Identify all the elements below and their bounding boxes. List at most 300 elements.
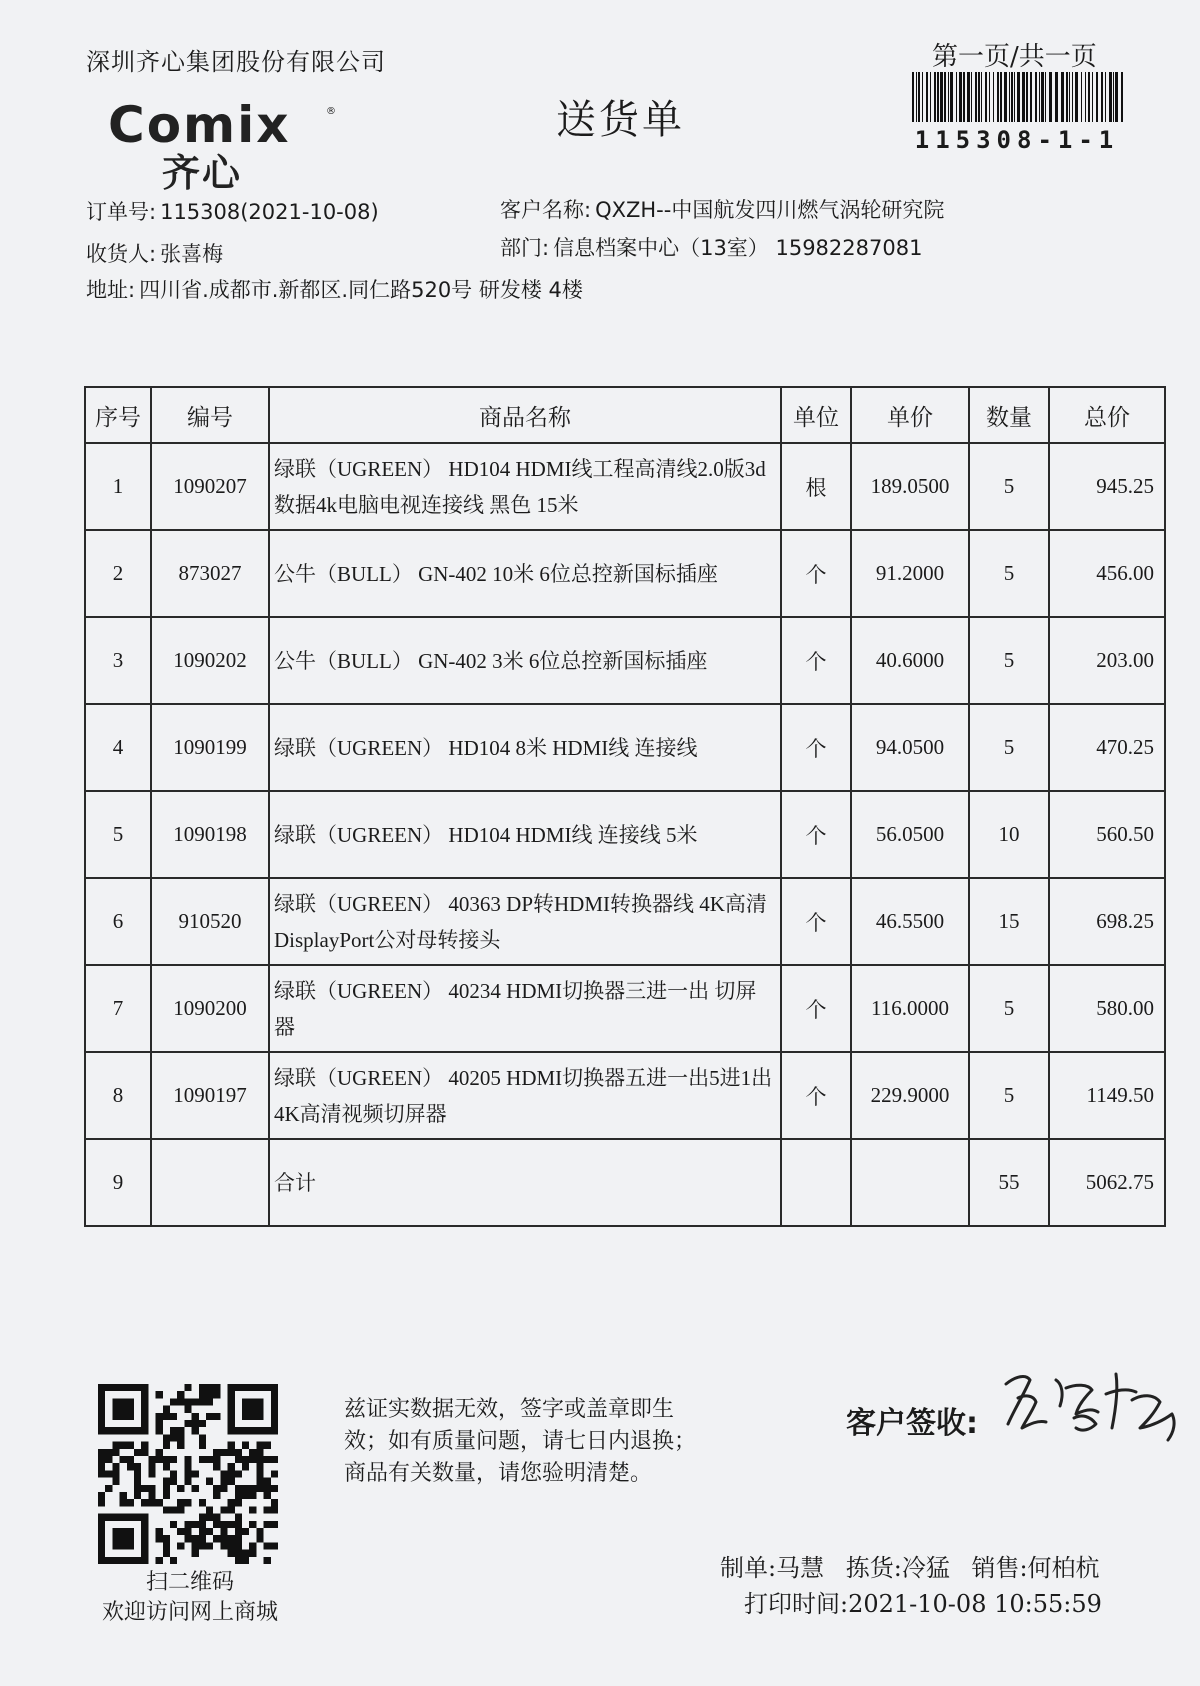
qr-module xyxy=(148,1485,155,1492)
qr-module xyxy=(134,1384,141,1391)
table-row xyxy=(85,704,1165,791)
page-info: 第一页/共一页 xyxy=(932,42,1097,72)
notice-line-1: 兹证实数据无效，签字或盖章即生 xyxy=(344,1397,675,1422)
row-unit: 个 xyxy=(781,878,851,965)
barcode-bar xyxy=(1088,72,1090,122)
table-row xyxy=(85,1052,1165,1139)
qr-module xyxy=(192,1535,199,1542)
qr-module xyxy=(271,1420,278,1427)
qr-module xyxy=(192,1485,199,1492)
qr-module xyxy=(271,1384,278,1391)
address-label: 地址: xyxy=(86,278,136,302)
order-number xyxy=(86,196,379,226)
row-unit: 个 xyxy=(781,1052,851,1139)
qr-module xyxy=(141,1427,148,1434)
qr-module xyxy=(163,1478,170,1485)
barcode-bar xyxy=(1101,72,1103,122)
qr-module xyxy=(264,1506,271,1513)
logo-text-en: Comix xyxy=(108,96,291,154)
qr-module xyxy=(256,1442,263,1449)
qr-module xyxy=(271,1542,278,1549)
qr-module xyxy=(170,1506,177,1513)
barcode-bar xyxy=(1004,72,1007,122)
qr-module xyxy=(249,1506,256,1513)
qr-module xyxy=(98,1542,105,1549)
barcode-bar xyxy=(1035,72,1037,122)
barcode-bar xyxy=(971,72,972,122)
row-unit-price: 229.9000 xyxy=(851,1052,969,1139)
qr-module xyxy=(127,1413,134,1420)
qr-module xyxy=(235,1542,242,1549)
qr-module xyxy=(235,1550,242,1557)
header-code: 编号 xyxy=(151,387,269,443)
qr-module xyxy=(184,1478,191,1485)
qr-module xyxy=(98,1514,105,1521)
qr-module xyxy=(235,1427,242,1434)
qr-module xyxy=(141,1550,148,1557)
qr-module xyxy=(98,1427,105,1434)
table-total-row xyxy=(85,1139,1165,1226)
qr-module xyxy=(199,1442,206,1449)
qr-module xyxy=(112,1557,119,1564)
handwritten-signature xyxy=(996,1354,1186,1450)
barcode-bar xyxy=(1000,72,1002,122)
qr-module xyxy=(271,1391,278,1398)
qr-module xyxy=(249,1456,256,1463)
row-total: 470.25 xyxy=(1049,704,1165,791)
row-unit-price xyxy=(851,1139,969,1226)
barcode-bar xyxy=(1017,72,1020,122)
row-unit-price: 46.5500 xyxy=(851,878,969,965)
qr-module xyxy=(271,1456,278,1463)
qr-module xyxy=(98,1449,105,1456)
qr-module xyxy=(177,1398,184,1405)
row-total: 945.25 xyxy=(1049,443,1165,530)
notice-line-2: 效；如有质量问题，请七日内退换； xyxy=(344,1429,697,1454)
qr-module xyxy=(206,1384,213,1391)
qr-module xyxy=(192,1521,199,1528)
table-header-row xyxy=(85,387,1165,443)
qr-module xyxy=(199,1434,206,1441)
qr-module xyxy=(163,1442,170,1449)
barcode-bar xyxy=(1115,72,1118,122)
qr-module xyxy=(98,1420,105,1427)
qr-module xyxy=(213,1456,220,1463)
qr-module xyxy=(213,1449,220,1456)
qr-module xyxy=(256,1406,263,1413)
barcode-bar xyxy=(981,72,982,122)
qr-module xyxy=(184,1384,191,1391)
qr-module xyxy=(134,1485,141,1492)
qr-module xyxy=(213,1391,220,1398)
qr-module xyxy=(98,1470,105,1477)
row-product-name: 绿联（UGREEN） 40363 DP转HDMI转换器线 4K高清DisplayPort公对母转接头 xyxy=(269,878,781,965)
row-unit-price: 91.2000 xyxy=(851,530,969,617)
qr-module xyxy=(120,1557,127,1564)
barcode-bar xyxy=(937,72,939,122)
barcode-bar xyxy=(934,72,936,122)
qr-module xyxy=(112,1442,119,1449)
qr-module xyxy=(249,1485,256,1492)
header-seq: 序号 xyxy=(85,387,151,443)
qr-module xyxy=(134,1470,141,1477)
qr-module xyxy=(271,1398,278,1405)
qr-module xyxy=(256,1485,263,1492)
qr-module xyxy=(271,1406,278,1413)
qr-module xyxy=(199,1398,206,1405)
row-unit: 个 xyxy=(781,791,851,878)
qr-module xyxy=(170,1413,177,1420)
qr-module xyxy=(156,1456,163,1463)
qr-module xyxy=(184,1406,191,1413)
row-code: 1090200 xyxy=(151,965,269,1052)
qr-module xyxy=(192,1542,199,1549)
qr-module xyxy=(134,1463,141,1470)
qr-module xyxy=(220,1542,227,1549)
qr-module xyxy=(141,1449,148,1456)
barcode-bar xyxy=(1066,72,1068,122)
customer-sign-label: 客户签收: xyxy=(846,1406,978,1441)
qr-module xyxy=(184,1398,191,1405)
barcode-bar xyxy=(1109,72,1112,122)
qr-module xyxy=(242,1413,249,1420)
qr-module xyxy=(127,1456,134,1463)
qr-module xyxy=(120,1499,127,1506)
qr-module xyxy=(98,1456,105,1463)
qr-module xyxy=(112,1463,119,1470)
row-unit: 个 xyxy=(781,965,851,1052)
qr-module xyxy=(148,1499,155,1506)
qr-module xyxy=(177,1434,184,1441)
address-value: 四川省.成都市.新都区.同仁路520号 研发楼 4楼 xyxy=(139,278,583,302)
qr-module xyxy=(242,1456,249,1463)
qr-module xyxy=(98,1557,105,1564)
qr-module xyxy=(127,1557,134,1564)
qr-module xyxy=(256,1413,263,1420)
qr-module xyxy=(213,1485,220,1492)
qr-module xyxy=(235,1456,242,1463)
qr-module xyxy=(98,1499,105,1506)
qr-module xyxy=(163,1506,170,1513)
qr-module xyxy=(206,1413,213,1420)
barcode-bar xyxy=(1009,72,1010,122)
qr-module xyxy=(98,1535,105,1542)
qr-module xyxy=(199,1542,206,1549)
qr-module xyxy=(177,1485,184,1492)
goods-table xyxy=(84,386,1166,1227)
qr-module xyxy=(163,1434,170,1441)
qr-module xyxy=(192,1413,199,1420)
qr-module xyxy=(228,1478,235,1485)
barcode-bar xyxy=(1113,72,1114,122)
qr-module xyxy=(199,1514,206,1521)
qr-module xyxy=(206,1528,213,1535)
row-unit-price: 116.0000 xyxy=(851,965,969,1052)
row-seq: 1 xyxy=(85,443,151,530)
barcode-bar xyxy=(1081,72,1082,122)
qr-module xyxy=(242,1492,249,1499)
qr-module xyxy=(141,1485,148,1492)
qr-module xyxy=(134,1449,141,1456)
qr-module xyxy=(206,1391,213,1398)
barcode-bar xyxy=(959,72,962,122)
row-unit: 个 xyxy=(781,530,851,617)
qr-module xyxy=(163,1535,170,1542)
row-code: 1090199 xyxy=(151,704,269,791)
qr-module xyxy=(134,1557,141,1564)
row-seq: 9 xyxy=(85,1139,151,1226)
row-total: 560.50 xyxy=(1049,791,1165,878)
qr-module xyxy=(184,1521,191,1528)
qr-module xyxy=(177,1427,184,1434)
qr-module xyxy=(177,1442,184,1449)
row-seq: 3 xyxy=(85,617,151,704)
maker: 制单:马慧 xyxy=(720,1554,825,1582)
qr-module xyxy=(264,1485,271,1492)
order-number-value: 115308(2021-10-08) xyxy=(160,200,379,224)
qr-module xyxy=(192,1398,199,1405)
qr-module xyxy=(141,1542,148,1549)
qr-module xyxy=(170,1398,177,1405)
qr-module xyxy=(228,1550,235,1557)
qr-module xyxy=(163,1456,170,1463)
receiver-value: 张喜梅 xyxy=(160,242,224,266)
order-number-label: 订单号: xyxy=(86,200,157,224)
row-quantity: 15 xyxy=(969,878,1049,965)
qr-module xyxy=(105,1449,112,1456)
qr-module xyxy=(256,1478,263,1485)
row-seq: 5 xyxy=(85,791,151,878)
qr-module xyxy=(184,1535,191,1542)
qr-module xyxy=(98,1384,105,1391)
barcode-bar xyxy=(989,72,990,122)
barcode-bar xyxy=(1039,72,1040,122)
qr-module xyxy=(105,1557,112,1564)
qr-module xyxy=(120,1492,127,1499)
qr-module xyxy=(206,1398,213,1405)
qr-module xyxy=(127,1442,134,1449)
qr-module xyxy=(228,1542,235,1549)
qr-module xyxy=(192,1550,199,1557)
row-unit: 个 xyxy=(781,704,851,791)
row-seq: 2 xyxy=(85,530,151,617)
qr-module xyxy=(141,1521,148,1528)
row-unit: 个 xyxy=(781,617,851,704)
qr-module xyxy=(98,1406,105,1413)
qr-module xyxy=(163,1406,170,1413)
qr-module xyxy=(170,1470,177,1477)
row-quantity: 55 xyxy=(969,1139,1049,1226)
qr-module xyxy=(271,1485,278,1492)
qr-module xyxy=(105,1427,112,1434)
qr-module xyxy=(120,1427,127,1434)
barcode-bar xyxy=(918,72,920,122)
qr-module xyxy=(156,1391,163,1398)
qr-module xyxy=(170,1521,177,1528)
row-quantity: 5 xyxy=(969,1052,1049,1139)
qr-module xyxy=(184,1456,191,1463)
qr-module xyxy=(242,1384,249,1391)
qr-module xyxy=(127,1406,134,1413)
qr-module xyxy=(249,1406,256,1413)
qr-module xyxy=(184,1470,191,1477)
qr-module xyxy=(98,1413,105,1420)
row-seq: 7 xyxy=(85,965,151,1052)
qr-module xyxy=(184,1499,191,1506)
qr-module xyxy=(127,1542,134,1549)
table-row xyxy=(85,617,1165,704)
barcode-bar xyxy=(1069,72,1070,122)
barcode-bar xyxy=(1121,72,1123,122)
qr-module xyxy=(98,1528,105,1535)
qr-module xyxy=(120,1442,127,1449)
qr-module xyxy=(98,1398,105,1405)
qr-module xyxy=(213,1535,220,1542)
qr-module xyxy=(127,1499,134,1506)
qr-module xyxy=(120,1384,127,1391)
barcode-bar xyxy=(926,72,928,122)
department-value: 信息档案中心（13室） 15982287081 xyxy=(553,236,923,260)
qr-module xyxy=(112,1384,119,1391)
row-quantity: 10 xyxy=(969,791,1049,878)
qr-module xyxy=(220,1535,227,1542)
qr-module xyxy=(163,1492,170,1499)
qr-module xyxy=(120,1528,127,1535)
qr-module xyxy=(105,1456,112,1463)
row-unit-price: 40.6000 xyxy=(851,617,969,704)
barcode-bar xyxy=(956,72,957,122)
barcode-bar xyxy=(1085,72,1086,122)
barcode-bar xyxy=(1011,72,1013,122)
qr-module xyxy=(127,1384,134,1391)
barcode-bar xyxy=(967,72,970,122)
qr-module xyxy=(156,1499,163,1506)
qr-module xyxy=(170,1557,177,1564)
qr-module xyxy=(249,1449,256,1456)
table-row xyxy=(85,443,1165,530)
department xyxy=(500,232,922,262)
barcode-bar xyxy=(930,72,931,122)
qr-module xyxy=(177,1528,184,1535)
qr-module xyxy=(127,1427,134,1434)
qr-module xyxy=(127,1528,134,1535)
qr-module xyxy=(141,1514,148,1521)
qr-module xyxy=(220,1485,227,1492)
qr-module xyxy=(141,1535,148,1542)
qr-module xyxy=(120,1406,127,1413)
header-product-name: 商品名称 xyxy=(269,387,781,443)
qr-module xyxy=(199,1499,206,1506)
barcode-bar xyxy=(948,72,949,122)
row-quantity: 5 xyxy=(969,530,1049,617)
qr-module xyxy=(235,1557,242,1564)
row-unit xyxy=(781,1139,851,1226)
qr-module xyxy=(192,1427,199,1434)
qr-module xyxy=(228,1449,235,1456)
qr-module xyxy=(105,1384,112,1391)
barcode-bar xyxy=(963,72,965,122)
row-unit: 根 xyxy=(781,443,851,530)
table-row xyxy=(85,878,1165,965)
qr-module xyxy=(242,1485,249,1492)
qr-module xyxy=(170,1478,177,1485)
qr-module xyxy=(264,1427,271,1434)
barcode-bar xyxy=(997,72,999,122)
header-quantity: 数量 xyxy=(969,387,1049,443)
qr-module xyxy=(264,1521,271,1528)
row-code: 1090207 xyxy=(151,443,269,530)
qr-module xyxy=(235,1499,242,1506)
row-unit-price: 94.0500 xyxy=(851,704,969,791)
qr-module xyxy=(112,1478,119,1485)
notice-line-3: 商品有关数量，请您验明清楚。 xyxy=(344,1461,653,1486)
qr-module xyxy=(98,1463,105,1470)
qr-module xyxy=(105,1470,112,1477)
qr-module xyxy=(271,1470,278,1477)
row-total: 580.00 xyxy=(1049,965,1165,1052)
qr-module xyxy=(163,1542,170,1549)
qr-module xyxy=(141,1384,148,1391)
qr-module xyxy=(213,1514,220,1521)
barcode-bar xyxy=(1105,72,1106,122)
qr-module xyxy=(156,1420,163,1427)
address xyxy=(86,274,583,304)
qr-module xyxy=(235,1485,242,1492)
table-row xyxy=(85,965,1165,1052)
qr-module xyxy=(156,1535,163,1542)
qr-module xyxy=(98,1391,105,1398)
barcode-bar xyxy=(1041,72,1044,122)
qr-module xyxy=(98,1492,105,1499)
barcode-bar xyxy=(1014,72,1015,122)
qr-module xyxy=(235,1449,242,1456)
qr-module xyxy=(220,1470,227,1477)
qr-caption-line-2: 欢迎访问网上商城 xyxy=(101,1600,278,1625)
barcode xyxy=(910,72,1124,122)
barcode-bar xyxy=(1026,72,1028,122)
barcode-bar xyxy=(978,72,980,122)
row-seq: 8 xyxy=(85,1052,151,1139)
document-title: 送货单 xyxy=(556,97,685,143)
qr-module xyxy=(228,1398,235,1405)
qr-module xyxy=(141,1442,148,1449)
header-unit: 单位 xyxy=(781,387,851,443)
qr-module xyxy=(199,1456,206,1463)
qr-module xyxy=(235,1470,242,1477)
qr-module xyxy=(264,1384,271,1391)
qr-module xyxy=(141,1406,148,1413)
row-quantity: 5 xyxy=(969,617,1049,704)
row-total: 5062.75 xyxy=(1049,1139,1165,1226)
header-total: 总价 xyxy=(1049,387,1165,443)
qr-module xyxy=(206,1542,213,1549)
qr-caption-line-1: 扫二维码 xyxy=(145,1570,234,1595)
qr-module xyxy=(271,1499,278,1506)
qr-module xyxy=(228,1391,235,1398)
qr-module xyxy=(228,1499,235,1506)
staff-info xyxy=(720,1548,1114,1583)
row-seq: 4 xyxy=(85,704,151,791)
qr-module xyxy=(156,1557,163,1564)
barcode-bar xyxy=(1022,72,1025,122)
qr-module xyxy=(127,1535,134,1542)
qr-code xyxy=(98,1384,278,1564)
barcode-bar xyxy=(912,72,914,122)
qr-module xyxy=(163,1485,170,1492)
barcode-bar xyxy=(1055,72,1058,122)
barcode-bar xyxy=(985,72,987,122)
qr-module xyxy=(242,1427,249,1434)
